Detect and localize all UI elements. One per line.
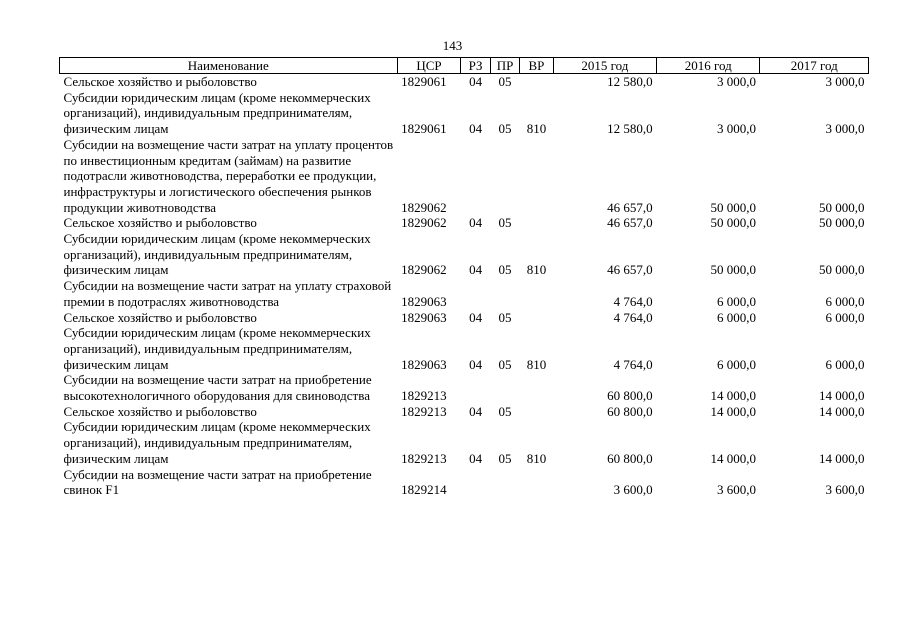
cell-pr: 05 xyxy=(498,215,512,231)
table-row xyxy=(60,137,869,216)
cell-rz: 04 xyxy=(469,262,483,278)
cell-pr xyxy=(490,137,519,216)
cell-csr: 1829061 xyxy=(401,121,447,137)
cell-csr: 1829063 xyxy=(401,356,447,372)
cell-rz xyxy=(461,278,490,309)
cell-2016: 14 000,0 xyxy=(710,403,756,419)
cell-2017: 14 000,0 xyxy=(819,403,865,419)
cell-2017: 6 000,0 xyxy=(825,309,865,325)
table-row xyxy=(60,231,869,278)
cell-2015: 3 600,0 xyxy=(613,482,653,498)
cell-2015: 46 657,0 xyxy=(607,199,653,215)
cell-2015: 46 657,0 xyxy=(607,215,653,231)
cell-vr xyxy=(520,215,553,231)
cell-pr xyxy=(490,372,519,403)
cell-vr xyxy=(520,404,553,420)
cell-csr: 1829062 xyxy=(401,215,447,231)
cell-2015: 46 657,0 xyxy=(607,262,653,278)
cell-name: Субсидии на возмещение части затрат на уплату страховой премии в подотраслях животноводства xyxy=(63,278,392,309)
table-row xyxy=(60,278,869,309)
page-number: 143 xyxy=(442,38,463,53)
cell-2015: 12 580,0 xyxy=(607,74,653,89)
cell-csr: 1829213 xyxy=(401,403,447,419)
cell-2017: 14 000,0 xyxy=(819,450,865,466)
budget-table xyxy=(59,57,869,498)
table-row xyxy=(60,215,869,231)
cell-csr: 1829061 xyxy=(401,74,447,89)
cell-vr xyxy=(520,372,553,403)
header-csr: ЦСР xyxy=(397,58,461,74)
cell-pr: 05 xyxy=(498,262,512,278)
cell-pr xyxy=(490,467,519,498)
cell-vr xyxy=(520,310,553,326)
header-year-2017: 2017 год xyxy=(760,58,869,74)
table-row xyxy=(60,467,869,498)
header-name: Наименование xyxy=(60,58,398,74)
table-row xyxy=(60,404,869,420)
cell-name: Субсидии юридическим лицам (кроме некоммерческих организаций), индивидуальным предпринимателям, физическим лицам xyxy=(63,325,371,372)
cell-rz: 04 xyxy=(469,74,483,89)
cell-name: Субсидии на возмещение части затрат на приобретение свинок F1 xyxy=(63,466,372,498)
cell-2016: 6 000,0 xyxy=(716,293,756,309)
cell-name: Субсидии на возмещение части затрат на приобретение высокотехнологичного оборудования для свиноводства xyxy=(63,372,372,404)
cell-csr: 1829063 xyxy=(401,293,447,309)
cell-2017: 50 000,0 xyxy=(819,215,865,231)
cell-2015: 60 800,0 xyxy=(607,450,653,466)
cell-vr: 810 xyxy=(526,262,547,278)
header-pr: ПР xyxy=(490,58,519,74)
cell-pr: 05 xyxy=(498,356,512,372)
cell-name: Субсидии на возмещение части затрат на уплату процентов по инвестиционным кредитам (займам) на развитие подотрасли животноводства, переработки ее продукции, инфраструктуры и логистического обеспечения рынков продукции животноводства xyxy=(63,136,394,215)
cell-2015: 12 580,0 xyxy=(607,121,653,137)
cell-2016: 14 000,0 xyxy=(710,388,756,404)
cell-rz: 04 xyxy=(469,356,483,372)
cell-2015: 60 800,0 xyxy=(607,403,653,419)
cell-2016: 3 600,0 xyxy=(716,482,756,498)
cell-2017: 50 000,0 xyxy=(819,199,865,215)
cell-pr xyxy=(490,278,519,309)
cell-pr: 05 xyxy=(498,74,512,89)
cell-rz: 04 xyxy=(469,403,483,419)
cell-rz xyxy=(461,137,490,216)
table-row xyxy=(60,90,869,137)
cell-2016: 50 000,0 xyxy=(710,215,756,231)
cell-vr xyxy=(520,137,553,216)
cell-name: Сельское хозяйство и рыболовство xyxy=(63,74,257,89)
cell-2016: 50 000,0 xyxy=(710,199,756,215)
cell-rz xyxy=(461,372,490,403)
cell-2015: 60 800,0 xyxy=(607,388,653,404)
cell-rz: 04 xyxy=(469,121,483,137)
cell-2017: 50 000,0 xyxy=(819,262,865,278)
cell-2017: 14 000,0 xyxy=(819,388,865,404)
cell-name: Субсидии юридическим лицам (кроме некоммерческих организаций), индивидуальным предпринимателям, физическим лицам xyxy=(63,419,371,466)
cell-2015: 4 764,0 xyxy=(613,293,653,309)
table-row xyxy=(60,74,869,90)
cell-pr: 05 xyxy=(498,309,512,325)
cell-rz xyxy=(461,467,490,498)
cell-csr: 1829062 xyxy=(401,199,447,215)
table-body xyxy=(60,74,869,498)
cell-2017: 6 000,0 xyxy=(825,356,865,372)
cell-rz: 04 xyxy=(469,215,483,231)
header-year-2016: 2016 год xyxy=(657,58,760,74)
cell-2016: 6 000,0 xyxy=(716,356,756,372)
cell-csr: 1829063 xyxy=(401,309,447,325)
table-row xyxy=(60,419,869,466)
cell-name: Сельское хозяйство и рыболовство xyxy=(63,215,257,231)
cell-2017: 3 000,0 xyxy=(825,74,865,89)
cell-name: Сельское хозяйство и рыболовство xyxy=(63,309,257,325)
cell-2016: 3 000,0 xyxy=(716,74,756,89)
cell-pr: 05 xyxy=(498,403,512,419)
table-row xyxy=(60,310,869,326)
cell-vr xyxy=(520,278,553,309)
cell-csr: 1829213 xyxy=(401,388,447,404)
cell-vr: 810 xyxy=(526,450,547,466)
cell-vr: 810 xyxy=(526,121,547,137)
table-row xyxy=(60,372,869,403)
cell-2016: 14 000,0 xyxy=(710,450,756,466)
cell-vr xyxy=(520,74,553,90)
cell-2016: 50 000,0 xyxy=(710,262,756,278)
cell-2017: 3 000,0 xyxy=(825,121,865,137)
cell-rz: 04 xyxy=(469,309,483,325)
cell-vr: 810 xyxy=(526,356,547,372)
cell-name: Сельское хозяйство и рыболовство xyxy=(63,403,257,419)
cell-csr: 1829062 xyxy=(401,262,447,278)
header-vr: ВР xyxy=(520,58,553,74)
cell-2015: 4 764,0 xyxy=(613,356,653,372)
table-header-row xyxy=(60,58,869,74)
header-rz: РЗ xyxy=(461,58,490,74)
cell-2015: 4 764,0 xyxy=(613,309,653,325)
cell-2016: 3 000,0 xyxy=(716,121,756,137)
cell-vr xyxy=(520,467,553,498)
table-row xyxy=(60,325,869,372)
cell-2017: 6 000,0 xyxy=(825,293,865,309)
cell-pr: 05 xyxy=(498,450,512,466)
cell-csr: 1829214 xyxy=(401,482,447,498)
cell-name: Субсидии юридическим лицам (кроме некоммерческих организаций), индивидуальным предпринимателям, физическим лицам xyxy=(63,231,371,278)
cell-pr: 05 xyxy=(498,121,512,137)
cell-rz: 04 xyxy=(469,450,483,466)
header-year-2015: 2015 год xyxy=(553,58,656,74)
cell-name: Субсидии юридическим лицам (кроме некоммерческих организаций), индивидуальным предпринимателям, физическим лицам xyxy=(63,89,371,137)
cell-csr: 1829213 xyxy=(401,450,447,466)
cell-2016: 6 000,0 xyxy=(716,309,756,325)
cell-2017: 3 600,0 xyxy=(825,482,865,498)
